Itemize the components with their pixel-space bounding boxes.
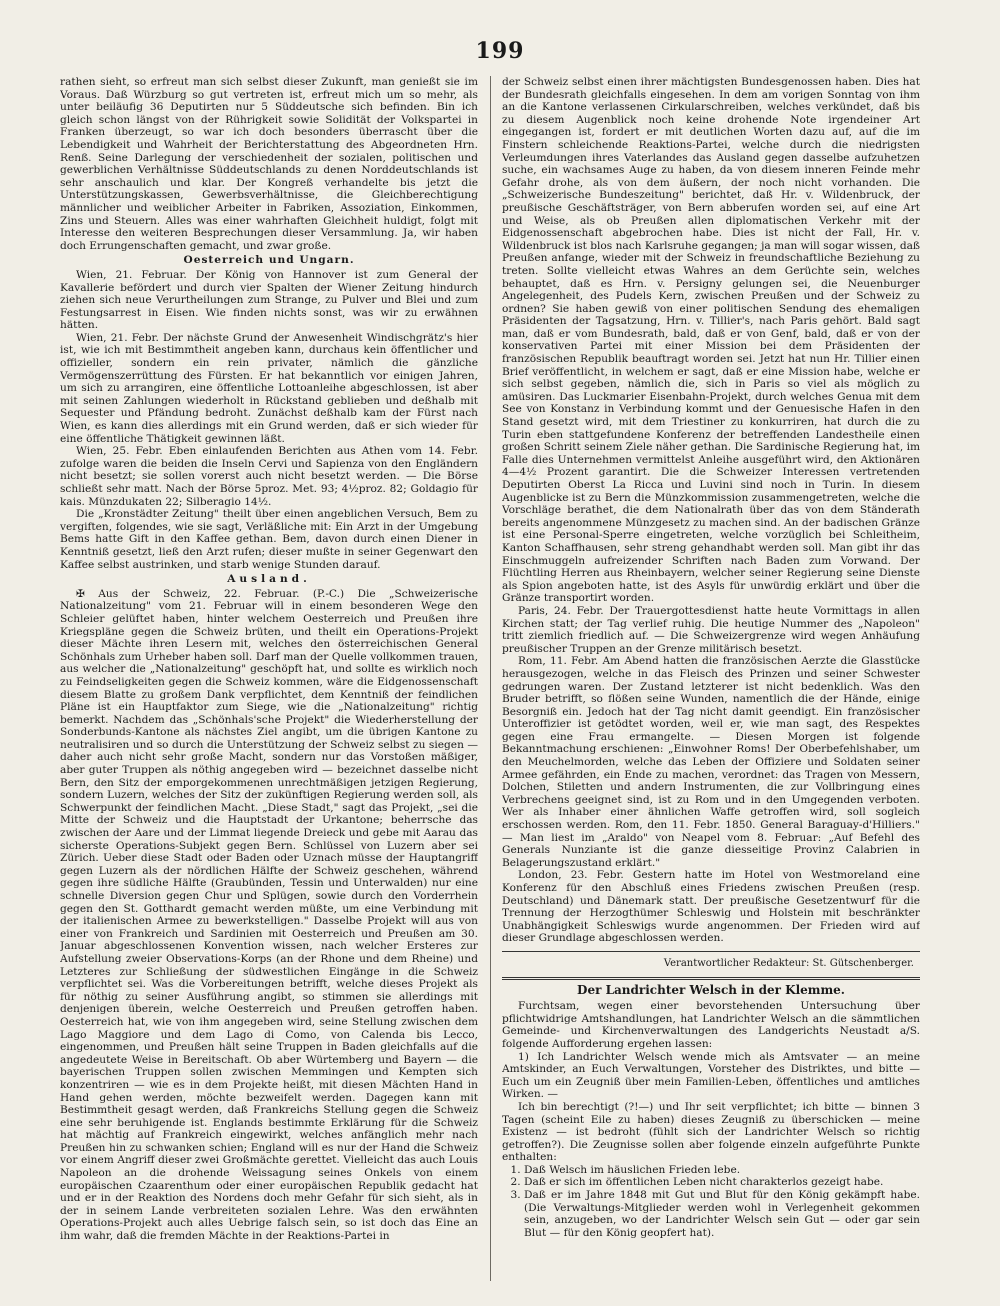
paragraph: Rom, 11. Febr. Am Abend hatten die französischen Aerzte die Glasstücke herausgezogen, welche in das Fleisch des Prinzen und seiner Schwester gedrungen waren. Der Zustand letzterer ist nicht bedenklich. Was den Bruder betrifft, so flößen seine Wunden, namentlich die der Hände, einige Besorgniß ein. Jedoch hat der Tag nicht damit geendigt. Ein französischer Unteroffizier ist getödtet worden, weil er, wie man sagt, des Respektes gegen eine Frau ermangelte. — Diesen Morgen ist folgende Bekanntmachung erschienen: „Einwohner Roms! Der Oberbefehlshaber, um den Meuchelmorden, welche das Leben der Offiziere und Soldaten seiner Armee gefährden, ein Ende zu machen, verordnet: das Tragen von Messern, Dolchen, Stiletten und andern Instrumenten, die zur Vollbringung eines Verbrechens geeignet sind, ist zu Rom und in den Umgegenden verboten. Wer als Inhaber einer ähnlichen Waffe getroffen wird, soll sogleich erschossen werden. Rom, den 11. Febr. 1850. General Baraguay-d'Hilliers." — Man liest im „Araldo" von Neapel vom 8. Februar: „Auf Befehl des Generals Nunziante ist die ganze diesseitige Provinz Calabrien in Belagerungszustand erklärt." [502, 655, 920, 869]
divider [502, 951, 920, 952]
list-item: 2. Daß er sich im öffentlichen Leben nicht charakterlos gezeigt habe. [524, 1176, 920, 1189]
paragraph: London, 23. Febr. Gestern hatte im Hotel von Westmoreland eine Konferenz für den Abschluß eines Friedens zwischen Preußen (resp. Deutschland) und Dänemark statt. Der preußische Gesetzentwurf für die Trennung der Herzogthümer Schleswig und Holstein mit beschränkter Unabhängigkeit Schleswigs wurde angenommen. Der Frieden wird auf dieser Grundlage abgeschlossen werden. [502, 869, 920, 945]
paragraph: Wien, 21. Februar. Der König von Hannover ist zum General der Kavallerie befördert und durch vier Spalten der Wiener Zeitung hindurch ziehen sich neue Verurtheilungen zum Strange, zu Pulver und Blei und zum Festungsarrest in Eisen. Wie finden nichts sonst, was wir zu erwähnen hätten. [60, 268, 478, 332]
editor-line: Verantwortlicher Redakteur: St. Gütschenberger. [663, 957, 914, 969]
numbered-list [502, 1164, 920, 1240]
page-number: 199 [475, 38, 525, 64]
paragraph: ✠ Aus der Schweiz, 22. Februar. (P.-C.) Die „Schweizerische Nationalzeitung" vom 21. Februar will in einem besonderen Wege den Schleier gelüftet haben, hinter welchem Oesterreich und Preußen ihre Kriegspläne gegen die Schweiz brüten, und theilt ein Operations-Projekt dieser Mächte ihren Lesern mit, welches den österreichischen General Schönhals zum Urheber haben soll. Darf man der Quelle vollkommen trauen, aus welcher die „Nationalzeitung" geschöpft hat, und sollte es wirklich noch zu Feindseligkeiten gegen die Schweiz kommen, wäre die Eidgenossenschaft diesem Blatte zu großem Dank verpflichtet, dem Kenntniß der feindlichen Pläne ist ein Hauptfaktor zum Siege, wie die „Nationalzeitung" richtig bemerkt. Nachdem das „Schönhals'sche Projekt" die Wiederherstellung der Sonderbunds-Kantone als nächstes Ziel angibt, um die übrigen Kantone zu neutralisiren und so durch die Unterstützung der Schweiz selbst zu siegen — daher auch nicht sehr große Macht, sondern nur das Vorstoßen mäßiger, aber guter Truppen als nöthig angegeben wird — bezeichnet dasselbe nicht Bern, den Sitz der emporgekommenen unrechtmäßigen jetzigen Regierung, sondern Luzern, welches der Sitz der zukünftigen Regierung werden soll, als Schwerpunkt der feindlichen Macht. „Diese Stadt," sagt das Projekt, „sei die Mitte der Schweiz und die Hauptstadt der Urkantone; beherrsche das zwischen der Aare und der Limmat liegende Dreieck und gebe mit Aarau das sicherste Operations-Subjekt gegen Bern. Schlüssel von Luzern aber sei Zürich. Ueber diese Stadt oder Baden oder Uznach müsse der Hauptangriff gegen Luzern als der nördlichen Hälfte der Schweiz geschehen, während gegen ihre südliche Hälfte (Graubünden, Tessin und Unterwalden) nur eine schnelle Diversion gegen Chur und Splügen, sowie durch den Vorderrhein gegen den St. Gotthardt gemacht werden müßte, um eine Verbindung mit der italienischen Armee zu bewerkstelligen." Dasselbe Projekt will aus von einer von Frankreich und Sardinien mit Oesterreich und Preußen am 30. Januar abgeschlossenen Konvention wissen, nach welcher Ersteres zur Aufstellung zweier Observations-Korps (an der Rhone und dem Rheine) und Letzteres zur Schließung der südwestlichen Eingänge in die Schweiz verpflichtet sei. Was die Vorbereitungen betrifft, welche dieses Projekt als für nöthig zu seiner Ausführung angibt, so stimmen sie allerdings mit denjenigen überein, welche Oesterreich und Preußen getroffen haben. Oesterreich hat, wie von ihm angegeben wird, seine Stellung zwischen dem Lago Maggiore und dem Lago di Como, von Calenda bis Lecco, eingenommen, und Preußen hält seine Truppen in Baden gleichfalls auf die angedeutete Weise in Bereitschaft. Ob aber Würtemberg und Bayern — die bayerischen Truppen sollen zwischen Memmingen und Kempten sich konzentriren — wie es in dem Projekte heißt, mit diesen Mächten Hand in Hand gehen werden, möchte bezweifelt werden. Dagegen kann mit Bestimmtheit gesagt werden, daß Frankreichs Stellung gegen die Schweiz eine sehr beruhigende ist. Englands bestimmte Erklärung für die Schweiz hat mächtig auf Frankreich eingewirkt, welches anfänglich mehr nach Preußen hin zu schwanken schien; England will es nur der Hand die Schweiz vor einem Angriff dieser zwei Großmächte gerettet. Vielleicht das auch Louis Napoleon an die drohende Weissagung seines Onkels von einem europäischen Czaarenthum oder einer europäischen Republik gedacht hat und er in der Reaktion des Nordens doch mehr Gefahr für sich sieht, als in der in seinem Lande verbreiteten sozialen Lehre. Was den erwähnten Operations-Projekt auch alles Uebrige falsch sein, so ist doch das Eine an ihm wahr, daß die fremden Mächte in der Reaktions-Partei in [60, 587, 478, 1243]
right-column [502, 76, 920, 1286]
paragraph: rathen sieht, so erfreut man sich selbst dieser Zukunft, man genießt sie im Voraus. Daß Würzburg so gut vertreten ist, erfreut mich um so mehr, als unter beiläufig 36 Deputirten nur 5 Süddeutsche sich befinden. Bin ich gleich schon längst von der Rührigkeit sowie Solidität der Volkspartei in Franken überzeugt, so war ich doch besonders überrascht über die Lebendigkeit und Wahrheit der Berichterstattung des Abgeordneten Hrn. Renß. Seine Darlegung der verschiedenheit der sozialen, politischen und gewerblichen Verhältnisse Süddeutschlands zu denen Norddeutschlands ist sehr anschaulich und klar. Der Kongreß verhandelte bis jetzt die Unterstützungskassen, Gewerbsverhältnisse, die Gleichberechtigung männlicher und weiblicher Arbeiter in Fabriken, Assoziation, Einkommen, Zins und Steuern. Alles was einer wahrhaften Gleichheit huldigt, folgt mit Interesse den weiteren Besprechungen dieser Versammlung. Ja, wir haben doch Errungenschaften gemacht, und zwar große. [60, 76, 478, 252]
divider [502, 977, 920, 980]
list-item: 1. Daß Welsch im häuslichen Frieden lebe. [524, 1164, 920, 1177]
column-divider [490, 76, 491, 1281]
list-item: 3. Daß er im Jahre 1848 mit Gut und Blut für den König gekämpft habe. (Die Verwaltungs-Mitglieder werden wohl in Verlegenheit gekommen sein, anzugeben, wo der Landrichter Welsch sein Gut — oder gar sein Blut — für den König geopfert hat). [524, 1189, 920, 1239]
paragraph: 1) Ich Landrichter Welsch wende mich als Amtsvater — an meine Amtskinder, an Euch Verwaltungen, Vorsteher des Distriktes, und bitte — Euch um ein Zeugniß über mein Familien-Leben, öffentliches und amtliches Wirken. — [502, 1050, 920, 1101]
section-heading: Oesterreich und Ungarn. [183, 254, 355, 267]
left-column [60, 76, 478, 1286]
paragraph: Furchtsam, wegen einer bevorstehenden Untersuchung über pflichtwidrige Amtshandlungen, hat Landrichter Welsch an die sämmtlichen Gemeinde- und Kirchenverwaltungen des Landgerichts Neustadt a/S. folgende Aufforderung ergehen lassen: [502, 1000, 920, 1050]
section-heading: Ausland. [227, 573, 311, 586]
paragraph: Wien, 25. Febr. Eben einlaufenden Berichten aus Athen vom 14. Febr. zufolge waren die beiden die Inseln Cervi und Sapienza von den Engländern nicht besetzt; sie sollen vorerst auch nicht besetzt werden. — Die Börse schließt sehr matt. Nach der Börse 5proz. Met. 93; 4½proz. 82; Goldagio für kais. Münzdukaten 22; Silberagio 14½. [60, 445, 478, 508]
paragraph: Ich bin berechtigt (?!—) und Ihr seit verpflichtet; ich bitte — binnen 3 Tagen (scheint Eile zu haben) dieses Zeugniß zu überschicken — meine Existenz — ist bedroht (fühlt sich der Landrichter Welsch so richtig getroffen?). Die Zeugnisse sollen aber folgende einzeln aufgeführte Punkte enthalten: [502, 1100, 920, 1164]
article-title: Der Landrichter Welsch in der Klemme. [577, 982, 845, 997]
paragraph: Wien, 21. Febr. Der nächste Grund der Anwesenheit Windischgrätz's hier ist, wie ich mit Bestimmtheit angeben kann, durchaus kein öffentlicher und offizieller, sondern ein rein privater, nämlich die gänzliche Vermögenszerrüttung des Fürsten. Er hat bekanntlich vor einigen Jahren, um sich zu arrangiren, eine öffentliche Lottoanleihe abgeschlossen, ist aber mit seinen Zahlungen wiederholt in Rückstand geblieben und deßhalb mit Sequester und Pfändung bedroht. Zunächst deßhalb kam der Fürst nach Wien, es kann dies allerdings mit ein Grund werden, daß er sich wieder für eine öffentliche Thätigkeit gewinnen läßt. [60, 331, 478, 445]
paragraph: Paris, 24. Febr. Der Trauergottesdienst hatte heute Vormittags in allen Kirchen statt; der Tag verlief ruhig. Die heutige Nummer des „Napoleon" tritt ziemlich friedlich auf. — Die Schweizergrenze wird wegen Anhäufung preußischer Truppen an der Grenze militärisch besetzt. [502, 604, 920, 655]
paragraph: der Schweiz selbst einen ihrer mächtigsten Bundesgenossen haben. Dies hat der Bundesrath gleichfalls eingesehen. In dem am vorigen Sonntag von ihm an die Kantone verlassenen Cirkularschreiben, welches verkündet, daß bis zu diesem Augenblick noch keine drohende Note irgendeiner Art eingegangen ist, fordert er mit deutlichen Worten dazu auf, auf die im Finstern schleichende Reaktions-Partei, welche durch die niedrigsten Verleumdungen ihres Vaterlandes das Ausland gegen dasselbe aufzuhetzen suche, ein wachsames Auge zu haben, da von diesem inneren Feinde mehr Gefahr drohe, als von dem äußern, der noch nicht vorhanden. Die „Schweizerische Bundeszeitung" berichtet, daß Hr. v. Wildenbruck, der preußische Geschäftsträger, von Bern abberufen worden sei, auf eine Art und Weise, als ob Preußen allen diplomatischen Verkehr mit der Eidgenossenschaft abgebrochen habe. Dies ist nicht der Fall, Hr. v. Wildenbruck ist blos nach Karlsruhe gegangen; ja man will sogar wissen, daß Preußen anfange, wieder mit der Schweiz in freundschaftliche Beziehung zu treten. Sollte vielleicht etwas Wahres an dem Gerüchte sein, welches behauptet, daß es Hrn. v. Persigny gelungen sei, die Neuenburger Angelegenheit, des Pudels Kern, zwischen Preußen und der Schweiz zu ordnen? Sie haben gewiß von einer politischen Sendung des ehemaligen Präsidenten der Tagsatzung, Hrn. v. Tillier's, nach Paris gehört. Bald sagt man, daß er vom Bundesrath, bald, daß er von Genf, bald, daß er von der konservativen Partei mit einer Mission bei dem Präsidenten der französischen Republik beauftragt worden sei. Jetzt hat nun Hr. Tillier einen Brief veröffentlicht, in welchem er sagt, daß er eine Mission habe, welche er sich selbst gegeben, nämlich die, sich in Paris so viel als möglich zu amüsiren. Das Luckmarier Eisenbahn-Projekt, durch welches Genua mit dem See von Konstanz in Verbindung kommt und der Genuesische Hafen in den Stand gesetzt wird, mit dem Triestiner zu konkurriren, hat durch die zu Turin eben stattgefundene Konferenz der betreffenden Landestheile einen großen Schritt seinem Ziele näher gethan. Die Sardinische Regierung hat, im Falle dies Unternehmen vermittelst Anleihe ausgeführt wird, den Aktionären 4—4½ Prozent garantirt. Die die Schweizer Interessen vertretenden Deputirten Oberst La Ricca und Luvini sind noch in Turin. In diesem Augenblicke ist zu Bern die Münzkommission zusammengetreten, welche die Vorschläge berathet, die dem Nationalrath über das von dem Ständerath bereits angenommene Münzgesetz zu machen sind. An der badischen Gränze ist eine Personal-Sperre eingetreten, welche vorzüglich bei Schleitheim, Kanton Schaffhausen, sehr streng gehandhabt werden soll. Man gibt ihr das Einschmuggeln aufreizender Schriften nach Baden zum Vorwand. Der Flüchtling Herren aus Rheinbayern, welcher seiner Regierung seine Dienste als Spion angeboten hatte, ist des Asyls für unwürdig erklärt und über die Gränze transportirt worden. [502, 76, 920, 605]
paragraph: Die „Kronstädter Zeitung" theilt über einen angeblichen Versuch, Bem zu vergiften, folgendes, wie sie sagt, Verläßliche mit: Ein Arzt in der Umgebung Bems hatte Gift in den Kaffee gethan. Bem, davon durch einen Diener in Kenntniß gesetzt, ließ den Arzt rufen; dieser mußte in seiner Gegenwart den Kaffee selbst austrinken, und starb wenige Stunden darauf. [60, 508, 478, 571]
